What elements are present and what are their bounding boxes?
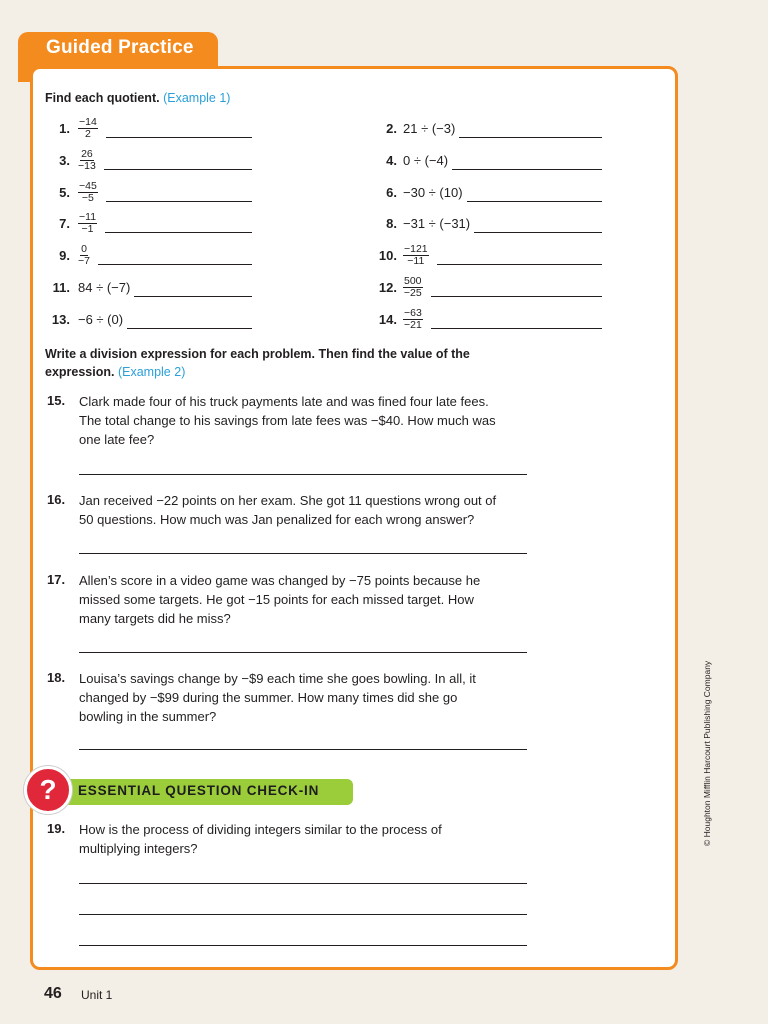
- answer-blank[interactable]: [106, 200, 252, 202]
- denominator: −11: [407, 255, 425, 267]
- problem-number: 11.: [52, 280, 70, 295]
- word-problem-text: [79, 392, 529, 449]
- instruction-line: Write a division expression for each problem. Then find the value of the: [45, 347, 470, 361]
- problem-line: The total change to his savings from late fees was −$40. How much was: [79, 413, 496, 428]
- expression: 21 ÷ (−3): [403, 121, 456, 136]
- instruction-division: [45, 345, 470, 381]
- numerator: 0: [81, 243, 87, 255]
- problem-number: 16.: [47, 492, 66, 507]
- problem-number: 13.: [51, 312, 70, 327]
- numerator: 500: [404, 275, 422, 287]
- problem-line: Clark made four of his truck payments late and was fined four late fees.: [79, 394, 489, 409]
- section-title: Guided Practice: [46, 37, 194, 58]
- copyright-notice: © Houghton Mifflin Harcourt Publishing Company: [702, 660, 712, 846]
- example-link[interactable]: (Example 2): [117, 365, 186, 379]
- expression: −6 ÷ (0): [78, 312, 124, 327]
- numerator: 26: [81, 148, 93, 160]
- problem-number: 12.: [378, 280, 397, 295]
- problem-number: 2.: [386, 121, 397, 136]
- answer-line[interactable]: [79, 883, 527, 884]
- numerator: −11: [79, 211, 97, 223]
- quotient-problem: [403, 211, 602, 235]
- essential-question-title: ESSENTIAL QUESTION CHECK-IN: [78, 783, 320, 798]
- fraction: [403, 308, 423, 331]
- problem-number: 1.: [59, 121, 70, 136]
- expression: −31 ÷ (−31): [403, 216, 471, 231]
- unit-label: Unit 1: [81, 988, 113, 1002]
- numerator: −14: [79, 116, 97, 128]
- answer-line[interactable]: [79, 474, 527, 475]
- problem-number: 14.: [378, 312, 397, 327]
- denominator: −25: [403, 287, 422, 299]
- quotient-problem: [78, 211, 252, 235]
- problem-number: 4.: [386, 153, 397, 168]
- page-number: 46: [44, 985, 62, 1002]
- quotient-problem: [403, 243, 602, 267]
- fraction: [78, 149, 96, 172]
- problem-number: 9.: [59, 248, 70, 263]
- answer-blank[interactable]: [127, 327, 252, 329]
- fraction: [78, 212, 97, 235]
- answer-blank[interactable]: [134, 295, 252, 297]
- answer-blank[interactable]: [459, 136, 602, 138]
- answer-blank[interactable]: [106, 136, 252, 138]
- expression: 0 ÷ (−4): [403, 153, 449, 168]
- problem-number: 15.: [47, 393, 66, 408]
- quotient-problem: [78, 243, 252, 267]
- problem-line: bowling in the summer?: [79, 709, 217, 724]
- denominator: −7: [78, 255, 90, 267]
- answer-blank[interactable]: [474, 231, 602, 233]
- problem-number: 19.: [47, 821, 66, 836]
- quotient-problem: [78, 148, 252, 172]
- problem-number: 3.: [59, 153, 70, 168]
- denominator: −13: [78, 160, 96, 172]
- denominator: −1: [81, 223, 94, 235]
- question-line: How is the process of dividing integers similar to the process of: [79, 822, 442, 837]
- problem-number: 17.: [47, 572, 66, 587]
- instruction-text: Find each quotient.: [45, 91, 160, 105]
- fraction: [78, 117, 98, 140]
- instruction-quotient: [45, 89, 230, 107]
- answer-line[interactable]: [79, 914, 527, 915]
- problem-line: Louisa’s savings change by −$9 each time she goes bowling. In all, it: [79, 671, 476, 686]
- numerator: −63: [404, 307, 422, 319]
- answer-blank[interactable]: [431, 295, 602, 297]
- quotient-problem: [78, 275, 252, 299]
- problem-line: many targets did he miss?: [79, 611, 231, 626]
- fraction: [78, 244, 90, 267]
- quotient-problem: [403, 148, 602, 172]
- answer-blank[interactable]: [104, 168, 252, 170]
- numerator: −121: [404, 243, 428, 255]
- problem-number: 10.: [378, 248, 397, 263]
- essential-question-text: [79, 820, 529, 858]
- problem-number: 6.: [386, 185, 397, 200]
- quotient-problem: [78, 180, 252, 204]
- instruction-line: expression.: [45, 365, 115, 379]
- fraction: [403, 276, 423, 299]
- quotient-problem: [78, 307, 252, 331]
- expression: 84 ÷ (−7): [78, 280, 131, 295]
- problem-line: missed some targets. He got −15 points for each missed target. How: [79, 592, 474, 607]
- problem-line: Allen’s score in a video game was changed by −75 points because he: [79, 573, 481, 588]
- problem-number: 18.: [47, 670, 66, 685]
- problem-number: 7.: [59, 216, 70, 231]
- question-line: multiplying integers?: [79, 841, 198, 856]
- numerator: −45: [79, 180, 97, 192]
- fraction: [403, 244, 429, 267]
- quotient-problem: [403, 116, 602, 140]
- denominator: −21: [404, 319, 422, 331]
- problem-number: 8.: [386, 216, 397, 231]
- problem-line: 50 questions. How much was Jan penalized for each wrong answer?: [79, 512, 475, 527]
- word-problem-text: [79, 571, 529, 628]
- quotient-problem: [403, 180, 602, 204]
- denominator: 2: [84, 128, 91, 140]
- fraction: [78, 181, 98, 204]
- answer-line[interactable]: [79, 553, 527, 554]
- answer-line[interactable]: [79, 749, 527, 750]
- word-problem-text: [79, 491, 529, 529]
- quotient-problem: [78, 116, 252, 140]
- expression: −30 ÷ (10): [403, 185, 463, 200]
- answer-blank[interactable]: [467, 200, 602, 202]
- question-mark-icon: ?: [24, 766, 72, 814]
- answer-blank[interactable]: [431, 327, 602, 329]
- quotient-problem: [403, 307, 602, 331]
- answer-blank[interactable]: [437, 263, 602, 265]
- problem-line: Jan received −22 points on her exam. She got 11 questions wrong out of: [79, 493, 497, 508]
- answer-line[interactable]: [79, 652, 527, 653]
- problem-number: 5.: [59, 185, 70, 200]
- answer-blank[interactable]: [105, 231, 252, 233]
- denominator: −5: [81, 192, 94, 204]
- problem-line: one late fee?: [79, 432, 155, 447]
- quotient-problem: [403, 275, 602, 299]
- answer-blank[interactable]: [98, 263, 252, 265]
- answer-line[interactable]: [79, 945, 527, 946]
- example-link[interactable]: (Example 1): [163, 91, 231, 105]
- word-problem-text: [79, 669, 529, 726]
- problem-line: changed by −$99 during the summer. How many times did she go: [79, 690, 458, 705]
- answer-blank[interactable]: [452, 168, 602, 170]
